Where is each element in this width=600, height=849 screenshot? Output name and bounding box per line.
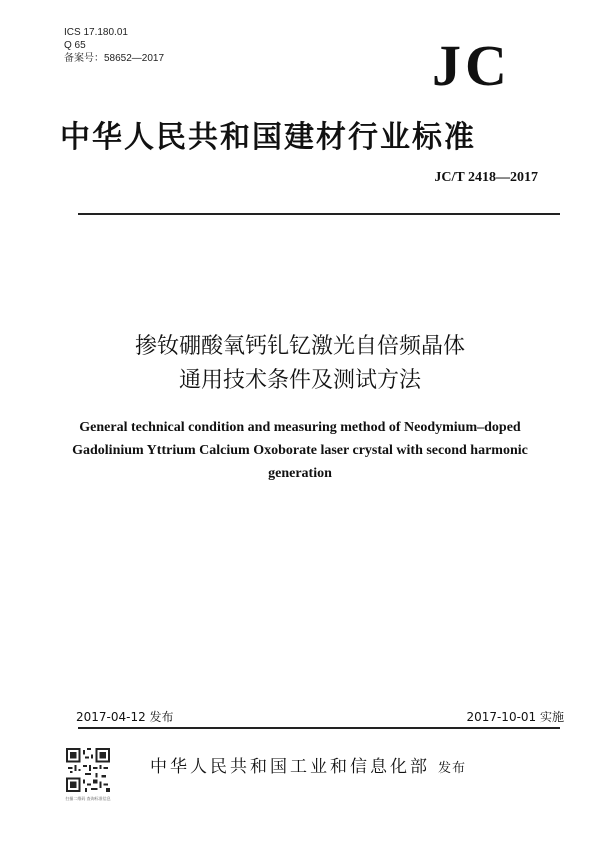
implementation-date: 2017-10-01 实施 bbox=[466, 710, 564, 724]
english-title-line-1: General technical condition and measuring method of Neodymium‒doped bbox=[79, 420, 521, 435]
industry-standard-title: 中华人民共和国建材行业标准 bbox=[60, 120, 476, 155]
publisher-action: 发布 bbox=[438, 761, 467, 776]
publisher-name: 中华人民共和国工业和信息化部 bbox=[150, 757, 430, 777]
chinese-title-line-2: 通用技术条件及测试方法 bbox=[178, 368, 421, 393]
classification-block bbox=[64, 26, 164, 65]
english-title-line-2: Gadolinium Yttrium Calcium Oxoborate laser crystal with second harmonic bbox=[72, 443, 528, 458]
chinese-title-line-1: 掺钕硼酸氧钙钆钇激光自倍频晶体 bbox=[134, 334, 465, 359]
top-divider bbox=[78, 213, 560, 215]
chinese-title bbox=[0, 330, 600, 398]
ccs-code: Q 65 bbox=[64, 40, 86, 51]
ics-code: ICS 17.180.01 bbox=[64, 27, 128, 38]
publisher-line bbox=[150, 752, 466, 777]
standard-number: JC/T 2418—2017 bbox=[434, 170, 538, 185]
bottom-divider bbox=[78, 727, 560, 729]
qr-code-icon bbox=[66, 748, 110, 792]
issue-date: 2017-04-12 发布 bbox=[76, 710, 174, 724]
jc-logo: JC bbox=[432, 33, 511, 98]
english-title-line-3: generation bbox=[268, 466, 332, 481]
qr-caption: 扫描二维码 查询标准信息 bbox=[65, 796, 111, 801]
english-title bbox=[40, 416, 560, 485]
filing-number: 备案号：58652—2017 bbox=[64, 53, 165, 64]
